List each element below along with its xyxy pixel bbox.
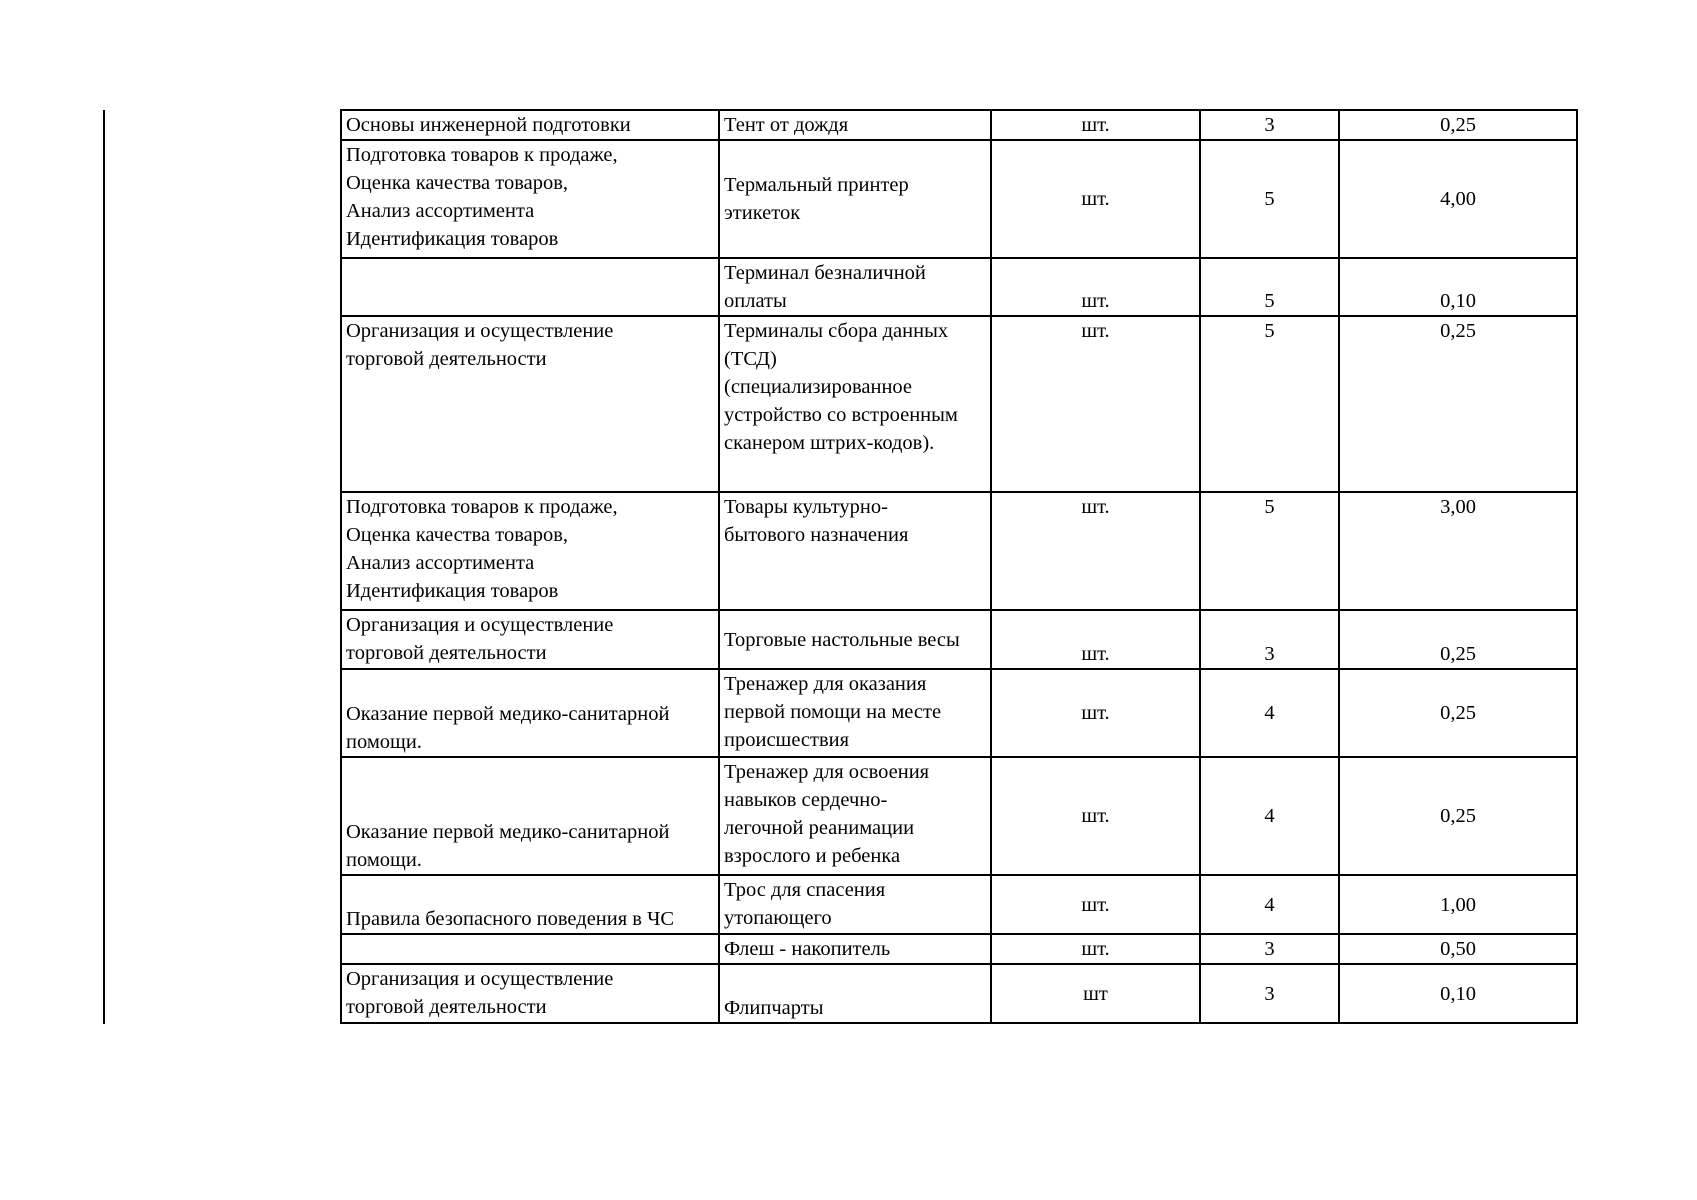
equipment-table [340,109,1578,1024]
cell-price: 0,25 [1339,757,1577,875]
cell-subject: Организация и осуществление торговой деятельности [341,964,719,1023]
table-row [341,110,1577,140]
cell-price: 0,25 [1339,316,1577,492]
cell-price: 0,10 [1339,258,1577,316]
cell-unit: шт. [991,934,1200,964]
cell-subject [341,258,719,316]
cell-price: 0,25 [1339,669,1577,757]
cell-price: 4,00 [1339,140,1577,258]
cell-name: Термальный принтер этикеток [719,140,991,258]
cell-name: Трос для спасения утопающего [719,875,991,934]
table-row [341,492,1577,610]
cell-subject: Организация и осуществление торговой деятельности [341,316,719,492]
table-row [341,258,1577,316]
table-row [341,610,1577,669]
cell-qty: 3 [1200,110,1339,140]
cell-name: Флеш - накопитель [719,934,991,964]
cell-subject: Оказание первой медико-санитарной помощи. [341,669,719,757]
cell-subject: Правила безопасного поведения в ЧС [341,875,719,934]
cell-qty: 5 [1200,258,1339,316]
table-row [341,140,1577,258]
margin-line [103,110,105,1024]
cell-name: Терминалы сбора данных (ТСД) (специализированное устройство со встроенным сканером штрих-кодов). [719,316,991,492]
cell-qty: 5 [1200,492,1339,610]
cell-unit: шт. [991,140,1200,258]
cell-name: Торговые настольные весы [719,610,991,669]
table-row [341,757,1577,875]
cell-qty: 3 [1200,964,1339,1023]
cell-name: Товары культурно- бытового назначения [719,492,991,610]
table-row [341,316,1577,492]
cell-subject [341,934,719,964]
cell-price: 0,25 [1339,610,1577,669]
cell-subject: Подготовка товаров к продаже, Оценка качества товаров, Анализ ассортимента Идентификация товаров [341,492,719,610]
cell-price: 0,50 [1339,934,1577,964]
cell-unit: шт. [991,316,1200,492]
table-row [341,934,1577,964]
cell-unit: шт. [991,610,1200,669]
cell-price: 3,00 [1339,492,1577,610]
cell-price: 0,25 [1339,110,1577,140]
cell-qty: 3 [1200,610,1339,669]
cell-unit: шт. [991,258,1200,316]
cell-name: Терминал безналичной оплаты [719,258,991,316]
cell-name: Тренажер для освоения навыков сердечно- легочной реанимации взрослого и ребенка [719,757,991,875]
cell-qty: 5 [1200,140,1339,258]
cell-unit: шт. [991,669,1200,757]
cell-unit: шт [991,964,1200,1023]
cell-name: Тренажер для оказания первой помощи на месте происшествия [719,669,991,757]
cell-unit: шт. [991,875,1200,934]
cell-qty: 5 [1200,316,1339,492]
cell-unit: шт. [991,492,1200,610]
cell-subject: Основы инженерной подготовки [341,110,719,140]
cell-name: Флипчарты [719,964,991,1023]
cell-subject: Подготовка товаров к продаже, Оценка качества товаров, Анализ ассортимента Идентификация товаров [341,140,719,258]
cell-qty: 4 [1200,875,1339,934]
cell-price: 0,10 [1339,964,1577,1023]
table-row [341,669,1577,757]
cell-name: Тент от дождя [719,110,991,140]
cell-unit: шт. [991,110,1200,140]
table-row [341,964,1577,1023]
cell-qty: 3 [1200,934,1339,964]
cell-subject: Организация и осуществление торговой деятельности [341,610,719,669]
cell-price: 1,00 [1339,875,1577,934]
cell-subject: Оказание первой медико-санитарной помощи. [341,757,719,875]
table-row [341,875,1577,934]
cell-qty: 4 [1200,757,1339,875]
cell-unit: шт. [991,757,1200,875]
cell-qty: 4 [1200,669,1339,757]
